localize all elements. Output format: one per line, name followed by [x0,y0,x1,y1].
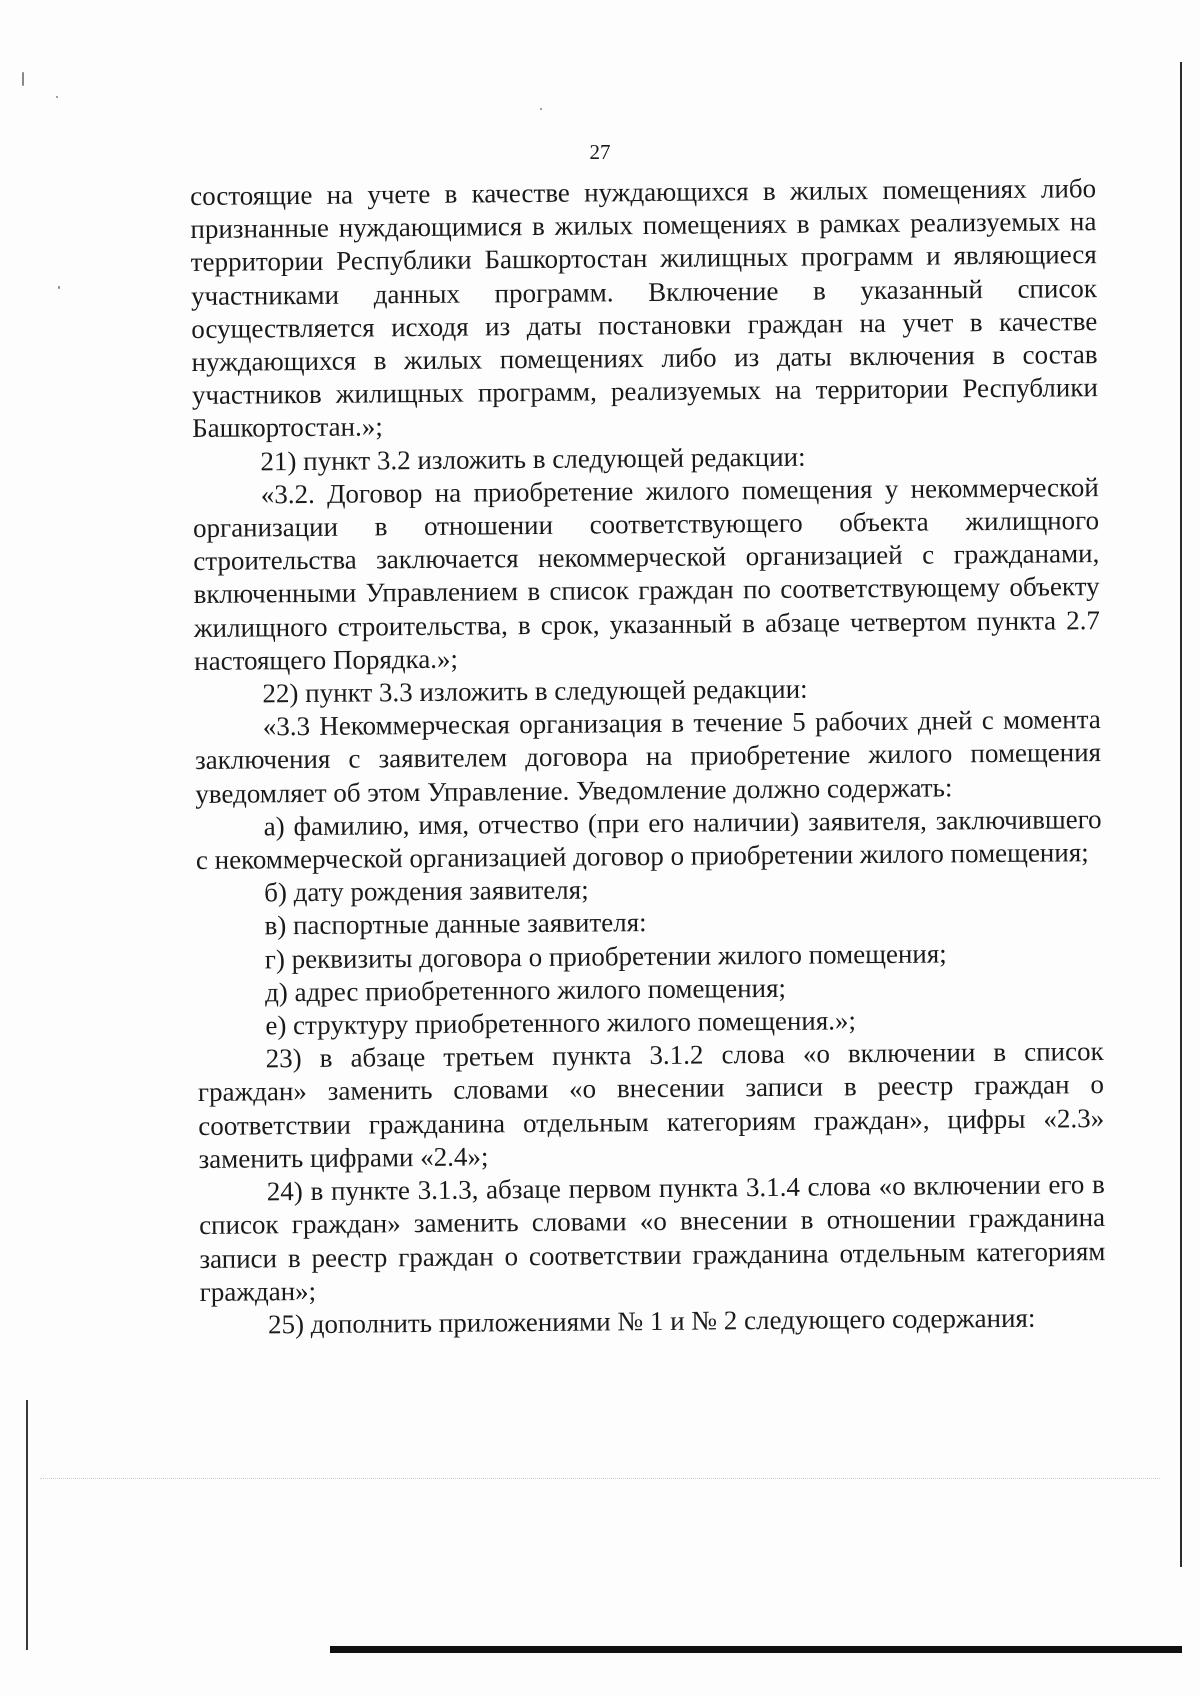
paragraph-amendment-21: 21) пункт 3.2 изложить в следующей редакции: [260,441,806,477]
list-item-b: б) дату рождения заявителя; [264,874,589,908]
page-number: 27 [589,140,611,164]
scan-right-edge-line [1180,62,1182,1567]
paragraph-clause-3-2: «3.2. Договор на приобретение жилого помещения у некоммерческой организации в отношении соответствующего объекта жилищного строительства заключается некоммерческой организацией с гражданами, включенными Управлением в список граждан по соответствующему объекту жилищного строительства, в срок, указанный в абзаце четвертом пункта 2.7 настоящего Порядка.»; [192,471,1101,676]
scan-speck [22,72,24,86]
list-item-a: а) фамилию, имя, отчество (при его наличии) заявителя, заключившего с некоммерческой организацией договор о приобретении жилого помещения; [195,803,1102,876]
scan-speck [540,108,542,110]
paragraph-amendment-22: 22) пункт 3.3 изложить в следующей редакции: [262,673,808,709]
scan-left-edge-line [26,1400,28,1650]
paragraph-amendment-24: 24) в пункте 3.1.3, абзаце первом пункта 3.1.4 слова «о включении его в список граждан» заменить словами «о внесении в отношении гражданина записи в реестр граждан о соответствии гражданина отдельным категориям граждан»; [198,1169,1106,1307]
paragraph-amendment-25: 25) дополнить приложениями № 1 и № 2 следующего содержания: [267,1302,1036,1340]
paragraph-clause-3-3: «3.3 Некоммерческая организация в течение 5 рабочих дней с момента заключения с заявителем договора на приобретение жилого помещения уведомляет об этом Управление. Уведомление должно содержать: [194,704,1102,809]
list-item-v: в) паспортные данные заявителя: [264,907,647,941]
scan-bottom-edge-bar [330,1646,1182,1653]
list-item-g: г) реквизиты договора о приобретении жилого помещения; [264,938,947,975]
scan-speck [58,286,60,289]
scan-speck [56,96,58,98]
document-body [190,172,1106,1342]
list-item-e: е) структуру приобретенного жилого помещения.»; [265,1005,857,1041]
scan-faint-dotted-line [40,1478,1160,1480]
paragraph-continued: состоящие на учете в качестве нуждающихся в жилых помещениях либо признанные нуждающимися в жилых помещениях в рамках реализуемых на территории Республики Башкортостан жилищных программ и являющиеся участниками данных программ. Включение в указанный список осуществляется исходя из даты постановки граждан на учет в качестве нуждающихся в жилых помещениях либо из даты включения в состав участников жилищных программ, реализуемых на территории Республики Башкортостан.»; [190,173,1098,444]
list-item-d: д) адрес приобретенного жилого помещения; [264,972,787,1008]
paragraph-amendment-23: 23) в абзаце третьем пункта 3.1.2 слова «о включении в список граждан» заменить словами «о внесении записи в реестр граждан о соответствии гражданина отдельным категориям граждан», цифры «2.3» заменить цифрами «2.4»; [197,1036,1105,1174]
